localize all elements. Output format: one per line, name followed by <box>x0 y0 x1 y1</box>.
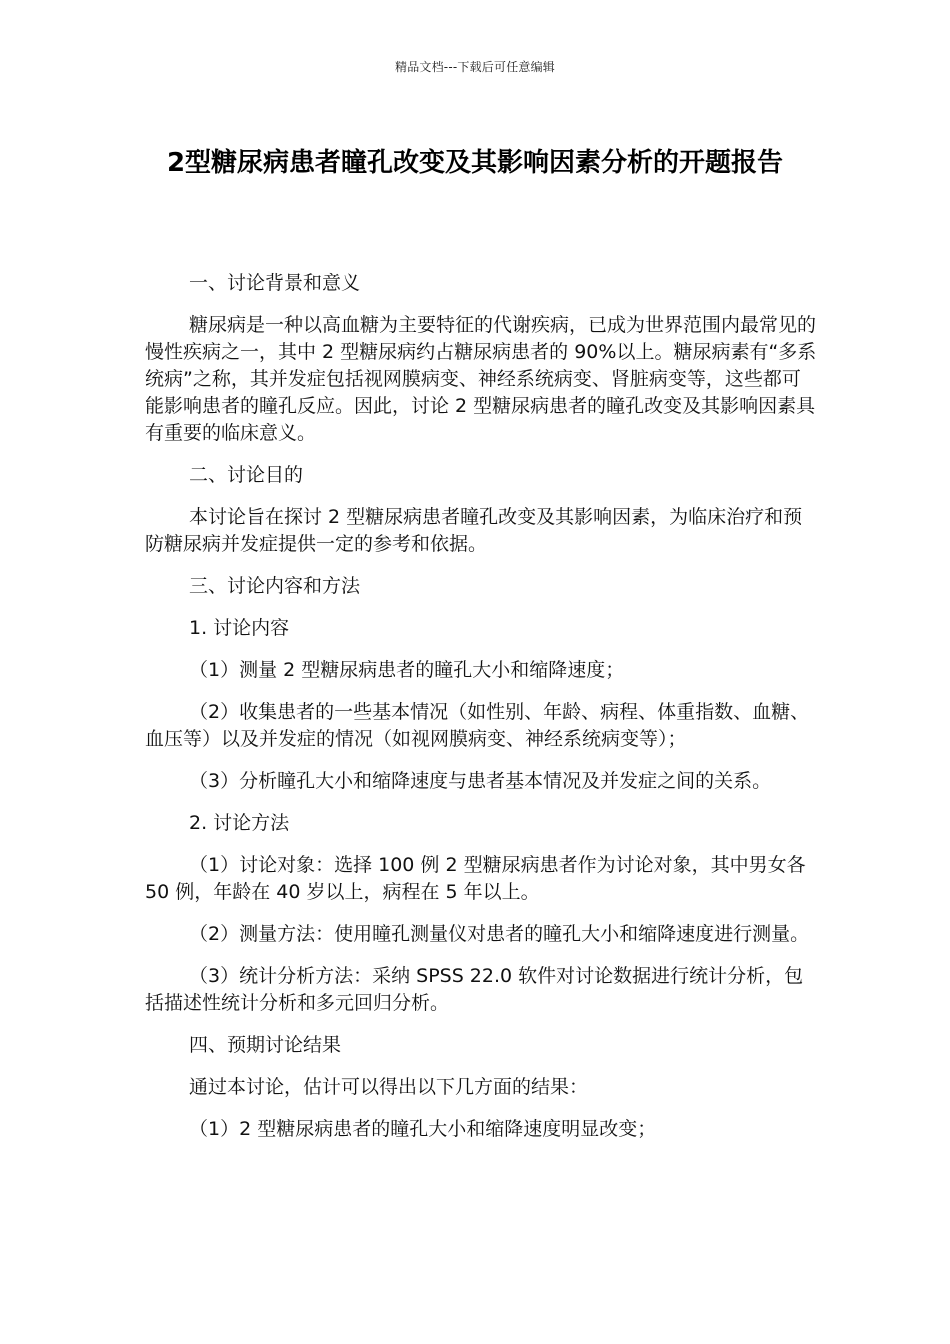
section-4-item-1: （1）2 型糖尿病患者的瞳孔大小和缩降速度明显改变； <box>189 1118 657 1140</box>
section-3-subheading-content: 1. 讨论内容 <box>189 617 290 639</box>
section-3-item-1: （1）测量 2 型糖尿病患者的瞳孔大小和缩降速度； <box>189 659 625 681</box>
section-2-heading: 二、讨论目的 <box>189 464 304 486</box>
section-4-intro: 通过本讨论，估计可以得出以下几方面的结果： <box>189 1076 589 1098</box>
section-3-subheading-method: 2. 讨论方法 <box>189 812 290 834</box>
section-3-method-3: （3）统计分析方法：采纳 SPSS 22.0 软件对讨论数据进行统计分析，包括描述性统计分析和多元回归分析。 <box>145 965 804 1014</box>
section-1-body: 糖尿病是一种以高血糖为主要特征的代谢疾病，已成为世界范围内最常见的慢性疾病之一，其中 2 型糖尿病约占糖尿病患者的 90%以上。糖尿病素有“多系统病”之称，其并发症包括视网膜病变、神经系统病变、肾脏病变等，这些都可能影响患者的瞳孔反应。因此，讨论 2 型糖尿病患者的瞳孔改变及其影响因素具有重要的临床意义。 <box>145 314 817 444</box>
section-1-heading: 一、讨论背景和意义 <box>189 272 361 294</box>
document-title: 2型糖尿病患者瞳孔改变及其影响因素分析的开题报告 <box>166 148 784 178</box>
section-3-heading: 三、讨论内容和方法 <box>189 575 361 597</box>
section-3-item-2: （2）收集患者的一些基本情况（如性别、年龄、病程、体重指数、血糖、血压等）以及并发症的情况（如视网膜病变、神经系统病变等）； <box>145 701 810 750</box>
header-note: 精品文档---下载后可任意编辑 <box>395 60 555 74</box>
section-2-body: 本讨论旨在探讨 2 型糖尿病患者瞳孔改变及其影响因素，为临床治疗和预防糖尿病并发症提供一定的参考和依据。 <box>145 506 803 555</box>
section-3-method-1: （1）讨论对象：选择 100 例 2 型糖尿病患者作为讨论对象，其中男女各 50 例，年龄在 40 岁以上，病程在 5 年以上。 <box>145 854 806 903</box>
section-4-heading: 四、预期讨论结果 <box>189 1034 342 1056</box>
document-body <box>145 270 817 1158</box>
section-3-item-3: （3）分析瞳孔大小和缩降速度与患者基本情况及并发症之间的关系。 <box>189 770 772 792</box>
section-3-method-2: （2）测量方法：使用瞳孔测量仪对患者的瞳孔大小和缩降速度进行测量。 <box>189 923 810 945</box>
